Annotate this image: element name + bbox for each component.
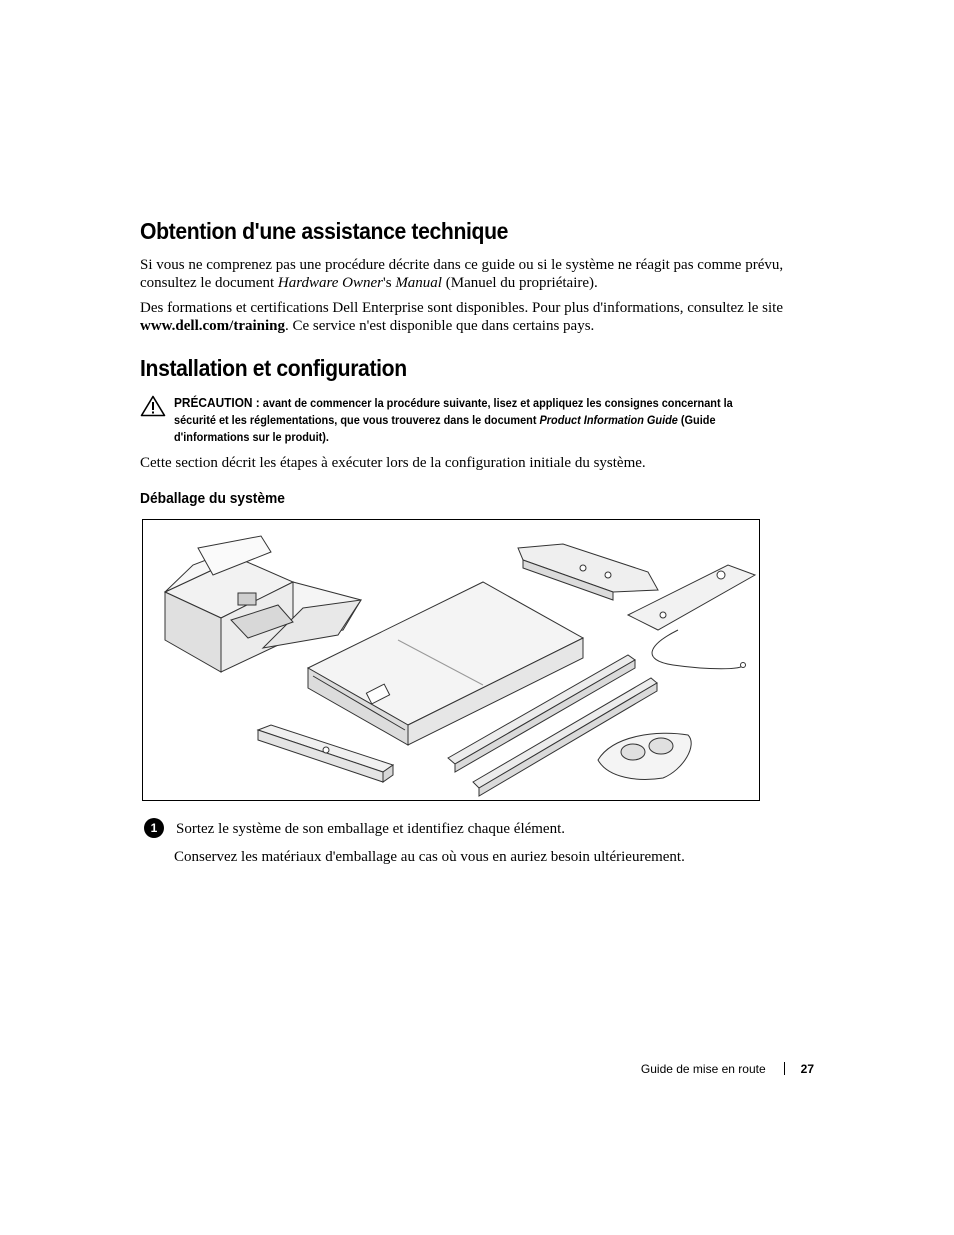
- text-segment: avant de commencer la procédure suivante, lisez et appliquez les consignes concernant la sécurité et les réglementations, que vous trouverez dans le document: [174, 398, 733, 427]
- text-segment: 's: [383, 275, 396, 291]
- step-1-text: Sortez le système de son emballage et identifiez chaque élément.: [176, 821, 566, 837]
- footer-separator: [784, 1062, 785, 1075]
- text-segment: (Guide d'informations sur le produit).: [174, 415, 716, 444]
- caution-text: [174, 395, 763, 447]
- text-segment: . Ce service n'est disponible que dans certains pays.: [285, 318, 595, 334]
- text-segment: Des formations et certifications Dell Enterprise sont disponibles. Pour plus d'informations, consultez le site: [140, 300, 783, 316]
- front-bezel-drawing: [258, 725, 393, 782]
- doc-title-italic: Product Information Guide: [539, 415, 678, 427]
- unpacking-drawing: [143, 520, 759, 800]
- doc-title-italic: Manual: [395, 275, 442, 291]
- cable-drawing: [652, 630, 745, 669]
- paragraph-intro: Cette section décrit les étapes à exécuter lors de la configuration initiale du système.: [140, 455, 646, 471]
- page-number: 27: [800, 1062, 814, 1076]
- step-1-note: Conservez les matériaux d'emballage au cas où vous en auriez besoin ultérieurement.: [174, 849, 685, 865]
- section-title-assistance: Obtention d'une assistance technique: [140, 218, 509, 244]
- text-segment: (Manuel du propriétaire).: [441, 275, 598, 291]
- accessory-pack-drawing: [598, 733, 691, 779]
- shipping-box-drawing: [165, 536, 361, 672]
- unpacking-illustration: [142, 519, 760, 801]
- warning-triangle-icon: [140, 395, 166, 422]
- text-segment: Si vous ne comprenez pas une procédure décrite dans ce guide ou si le système ne réagit pas comme prévu, consultez le document: [140, 257, 784, 291]
- step-number-badge: 1: [144, 818, 164, 838]
- training-link[interactable]: www.dell.com/training: [140, 318, 285, 334]
- footer-guide-label: Guide de mise en route: [640, 1062, 766, 1076]
- page-footer: [641, 1062, 814, 1076]
- paragraph-assistance: [140, 256, 820, 292]
- caution-label: PRÉCAUTION :: [174, 396, 260, 410]
- paragraph-training: [140, 299, 820, 335]
- cable-arm-drawing: [518, 544, 658, 600]
- section-title-installation: Installation et configuration: [140, 355, 407, 381]
- doc-title-italic: Hardware Owner: [277, 275, 384, 291]
- subsection-title-unpacking: Déballage du système: [140, 490, 285, 507]
